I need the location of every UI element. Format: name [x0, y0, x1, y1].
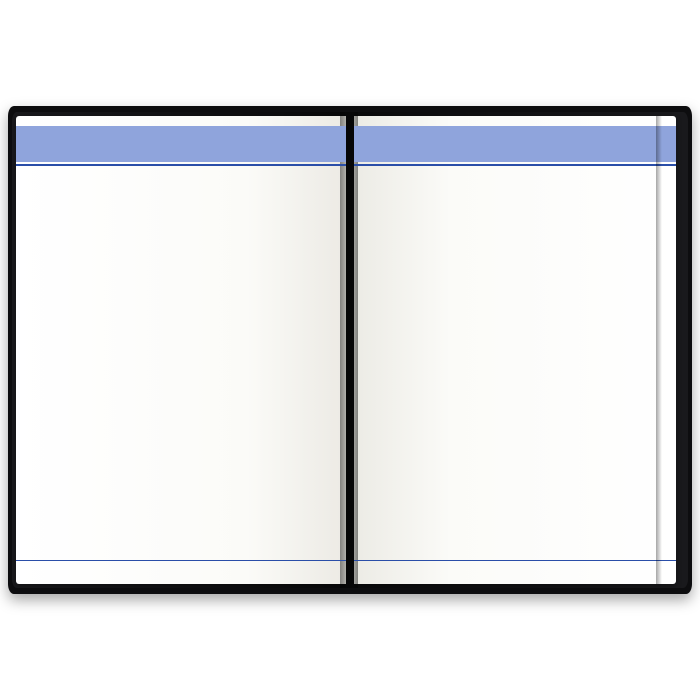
month-tab-strip[interactable]: [660, 116, 690, 584]
left-page-header: [16, 126, 346, 162]
left-header-rule: [16, 164, 346, 166]
right-header-rule: [354, 164, 676, 166]
three-year-calendar: [354, 168, 676, 568]
right-page-header: [354, 126, 676, 162]
personal-information-form: [16, 168, 346, 568]
